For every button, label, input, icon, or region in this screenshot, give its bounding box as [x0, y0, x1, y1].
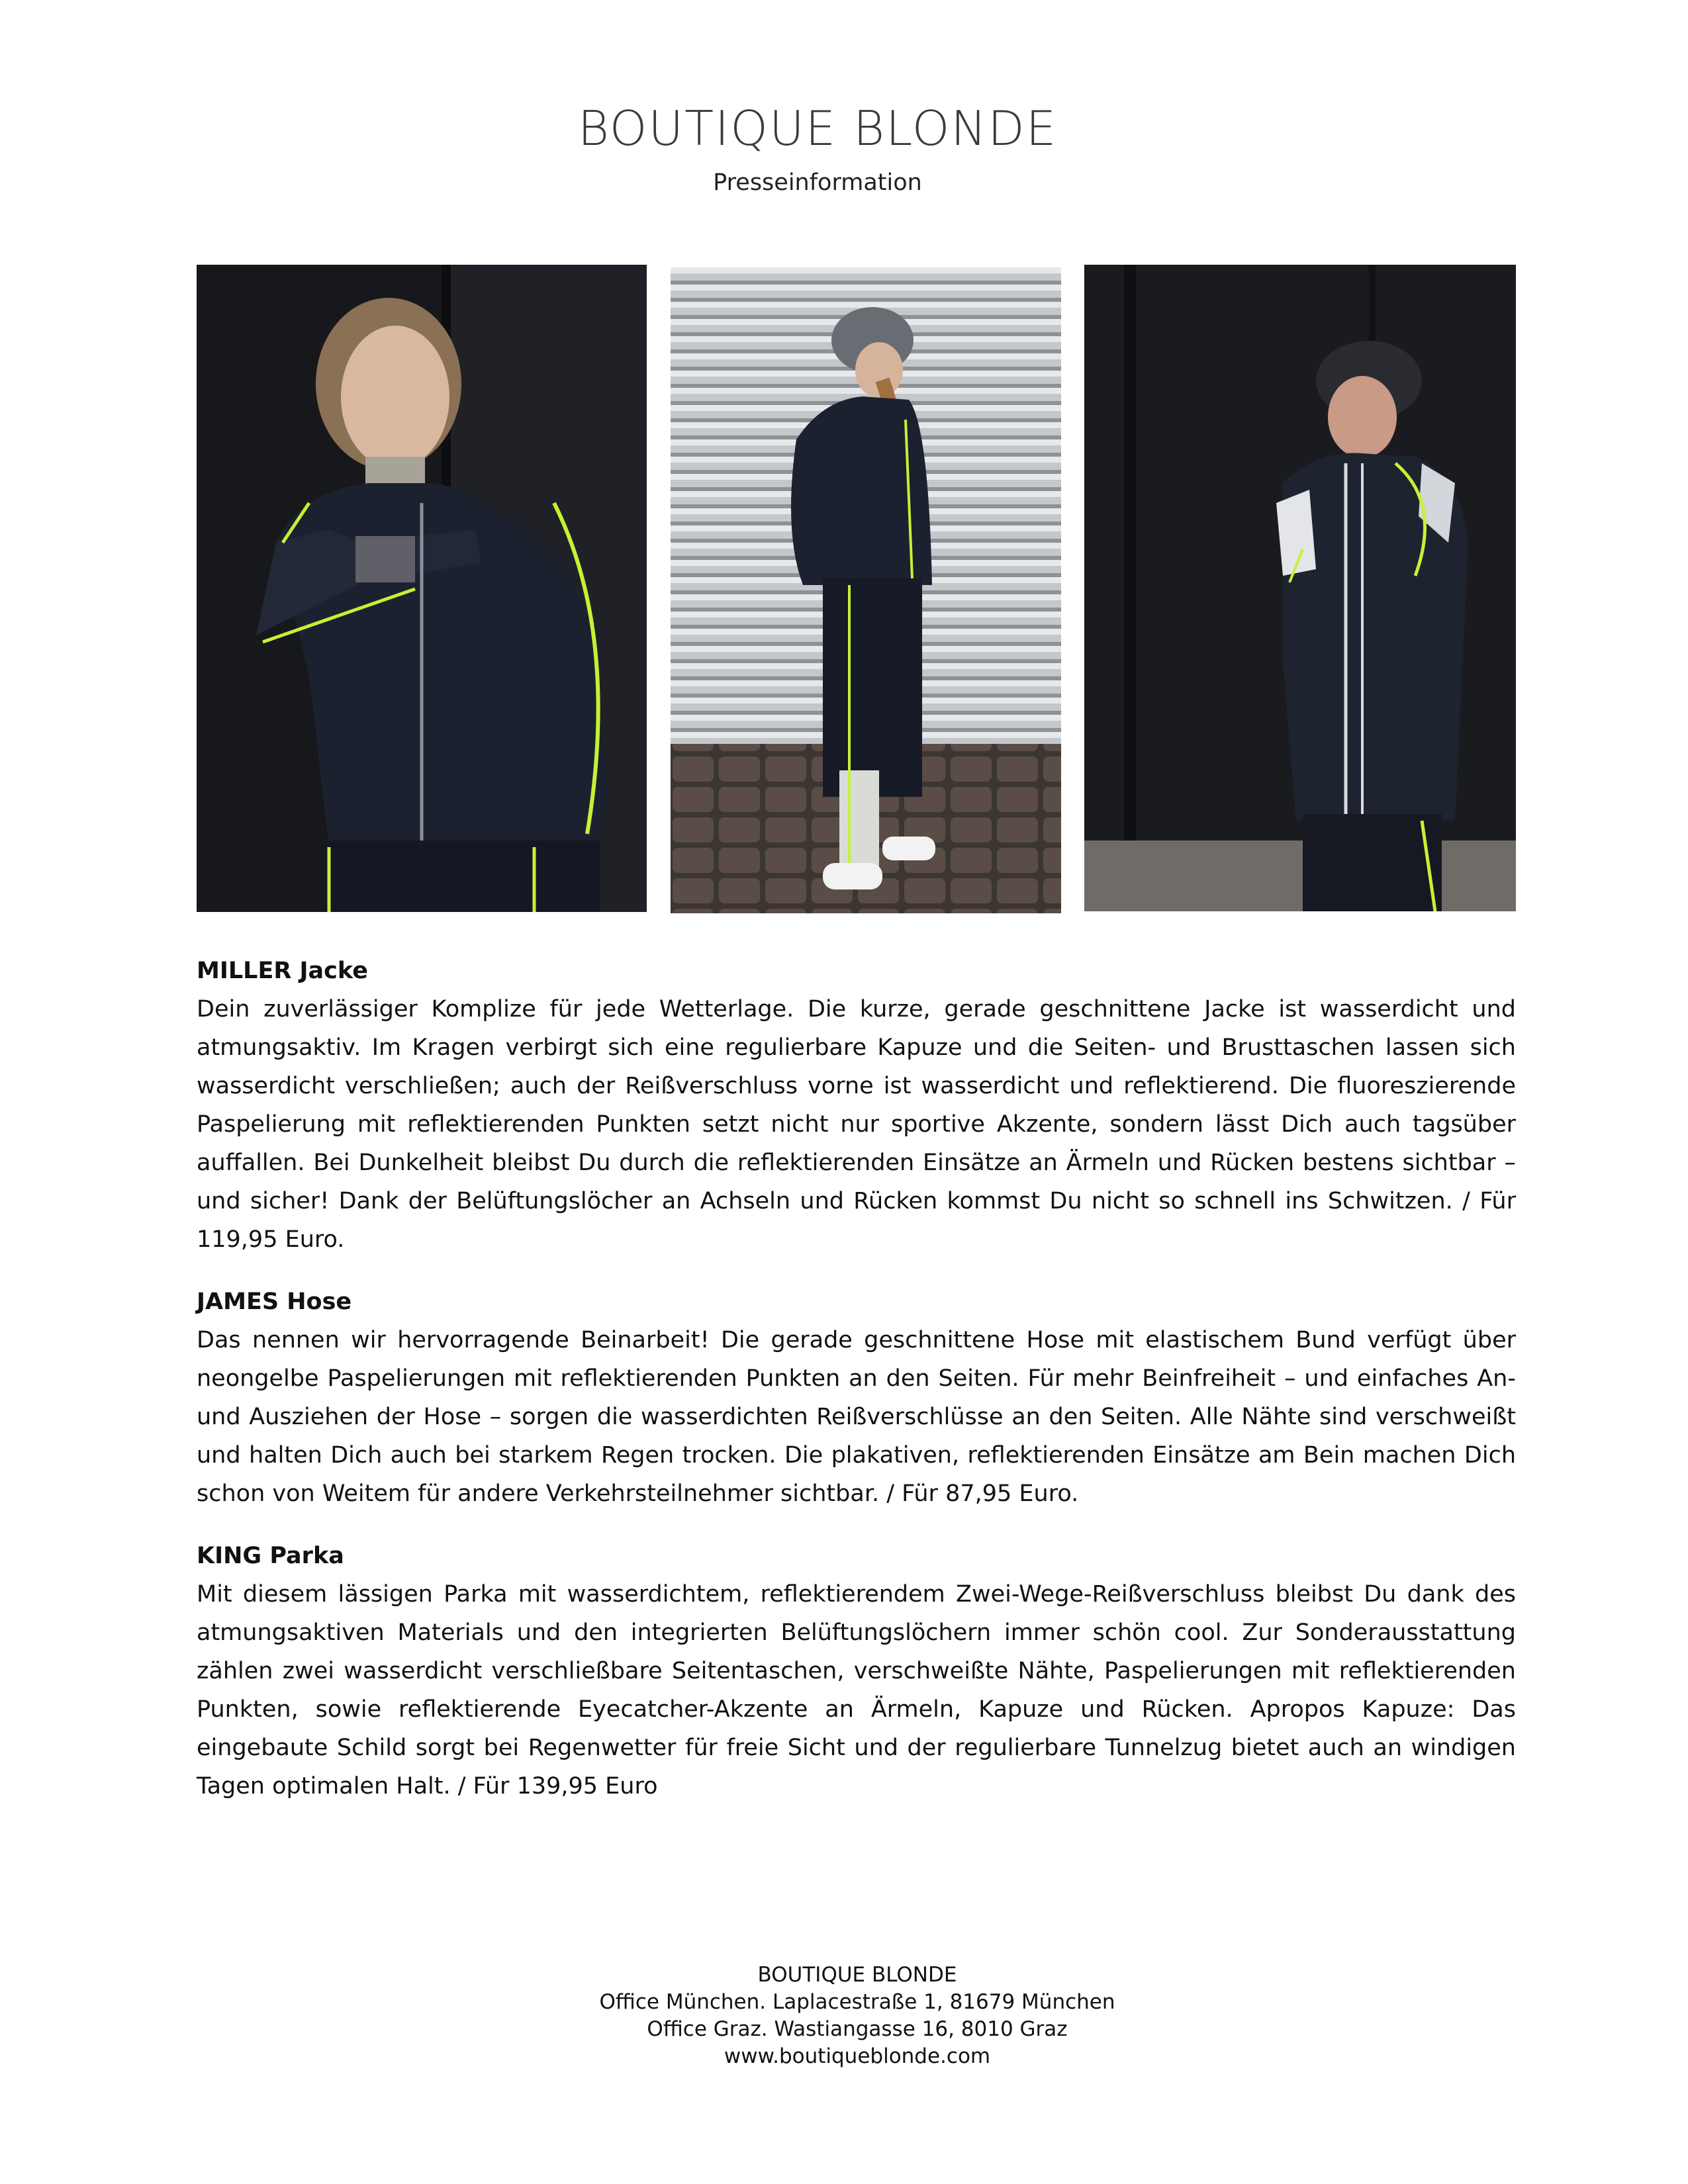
footer-website-link[interactable]: www.boutiqueblonde.com	[724, 2044, 991, 2068]
section-text: Das nennen wir hervorragende Beinarbeit! Die gerade geschnittene Hose mit elastischem Bund verfügt über neongelbe Paspelierungen mit reflektierenden Punkten an den Seiten. Für mehr Beinfreiheit – und einfaches An- und Ausziehen der Hose – sorgen die wasserdichten Reißverschlüsse an den Seiten. Alle Nähte sind verschweißt und halten Dich auch bei starkem Regen trocken. Die plakativen, reflektierenden Einsätze am Bein machen Dich schon von Weitem für andere Verkehrsteilnehmer sichtbar. / Für 87,95 Euro.	[197, 1327, 1516, 1507]
photo-james-hose	[671, 267, 1061, 913]
section-title: JAMES Hose	[197, 1289, 352, 1315]
section-text: Mit diesem lässigen Parka mit wasserdichtem, reflektierendem Zwei-Wege-Reißverschluss bleibst Du dank des atmungsaktiven Materials und den integrierten Belüftungslöchern immer schön cool. Zur Sonderausstattung zählen zwei wasserdicht verschließbare Seitentaschen, verschweißte Nähte, Paspelierungen mit reflektierenden Punkten, sowie reflektierende Eyecatcher-Akzente an Ärmeln, Kapuze und Rücken. Apropos Kapuze: Das eingebaute Schild sorgt bei Regenwetter für freie Sicht und der regulierbare Tunnelzug bietet auch an windigen Tagen optimalen Halt. / Für 139,95 Euro	[197, 1581, 1516, 1799]
footer-office-munich: Office München. Laplacestraße 1, 81679 München	[599, 1990, 1115, 2014]
photo-miller-jacke	[197, 265, 647, 912]
section-text: Dein zuverlässiger Komplize für jede Wetterlage. Die kurze, gerade geschnittene Jacke ist wasserdicht und atmungsaktiv. Im Kragen verbirgt sich eine regulierbare Kapuze und die Seiten- und Brusttaschen lassen sich wasserdicht verschließen; auch der Reißverschluss vorne ist wasserdicht und reflektierend. Die fluoreszierende Paspelierung mit reflektierenden Punkten setzt nicht nur sportive Akzente, sondern lässt Dich auch tagsüber auffallen. Bei Dunkelheit bleibst Du durch die reflektierenden Einsätze an Ärmeln und Rücken bestens sichtbar – und sicher! Dank der Belüftungslöcher an Achseln und Rücken kommst Du nicht so schnell ins Schwitzen. / Für 119,95 Euro.	[197, 996, 1516, 1253]
press-text	[197, 952, 1516, 1829]
section-miller-jacke	[197, 952, 1516, 1259]
section-king-parka	[197, 1537, 1516, 1805]
section-title: KING Parka	[197, 1543, 344, 1569]
brand-logo: BOUTIQUE BLONDE	[577, 101, 1058, 156]
footer	[0, 1962, 1688, 2070]
photo-king-parka	[1084, 265, 1516, 911]
section-james-hose	[197, 1283, 1516, 1513]
footer-company: BOUTIQUE BLONDE	[757, 1963, 957, 1987]
page-subtitle: Presseinformation	[713, 169, 922, 196]
section-title: MILLER Jacke	[197, 958, 368, 984]
footer-office-graz: Office Graz. Wastiangasse 16, 8010 Graz	[647, 2017, 1068, 2041]
